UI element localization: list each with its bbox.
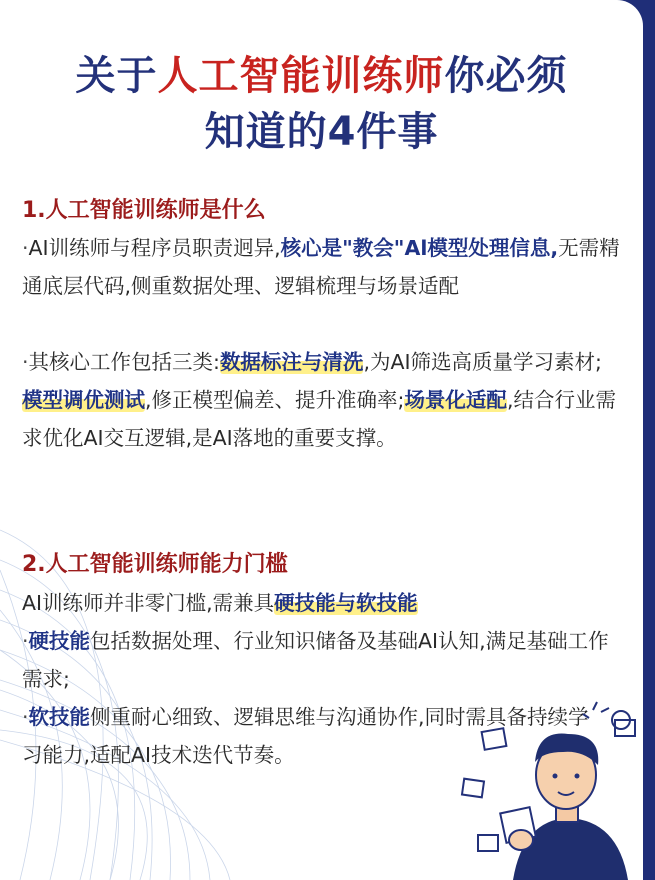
title-line-1 [0,48,643,104]
section-1-paragraph-2 [22,343,622,457]
bullet: · [22,350,29,374]
emphasis-text: 核心是"教会"Al模型处理信息, [280,236,559,260]
text: AI训练师与程序员职责迥异, [28,236,281,260]
soft-skills-label: 软技能 [28,705,91,729]
bullet: · [22,236,29,260]
title-prefix: 关于 [75,53,158,99]
highlight-model-tuning: 模型调优测试 [22,388,145,412]
text: ,结合行业需求优化AI交互逻辑,是AI落地的重要支撑。 [22,388,616,450]
title-line-2: 知道的4件事 [204,109,439,155]
title-suffix: 你必须 [444,53,568,99]
section-2-paragraph-1 [22,584,622,622]
text: 无需精通底层代码,侧重数据处理、逻辑梳理与场景适配 [22,236,620,298]
highlight-skills: 硬技能与软技能 [274,591,418,615]
bullet: · [22,629,29,653]
section-1-heading: 1.人工智能训练师是什么 [22,198,266,223]
person-illustration [443,690,643,880]
bullet: · [22,705,29,729]
hard-skills-label: 硬技能 [28,629,91,653]
section-1-paragraph-1 [22,229,622,305]
page-title [0,48,643,160]
text: ,修正模型偏差、提升准确率; [145,388,405,412]
text: ,为AI筛选高质量学习素材; [363,350,602,374]
section-2-heading: 2.人工智能训练师能力门槛 [22,552,288,577]
title-highlight: 人工智能训练师 [157,53,445,99]
text: 侧重耐心细致、逻辑思维与沟通协作,同时需具备持续学习能力,适配AI技术迭代节奏。 [22,705,589,767]
text: 其核心工作包括三类: [28,350,220,374]
highlight-data-labeling: 数据标注与清洗 [219,350,364,374]
section-2-paragraph-2 [22,622,622,698]
text: 包括数据处理、行业知识储备及基础AI认知,满足基础工作需求; [22,629,609,691]
text: AI训练师并非零门槛,需兼具 [22,591,275,615]
highlight-scenario-adaptation: 场景化适配 [404,388,507,412]
